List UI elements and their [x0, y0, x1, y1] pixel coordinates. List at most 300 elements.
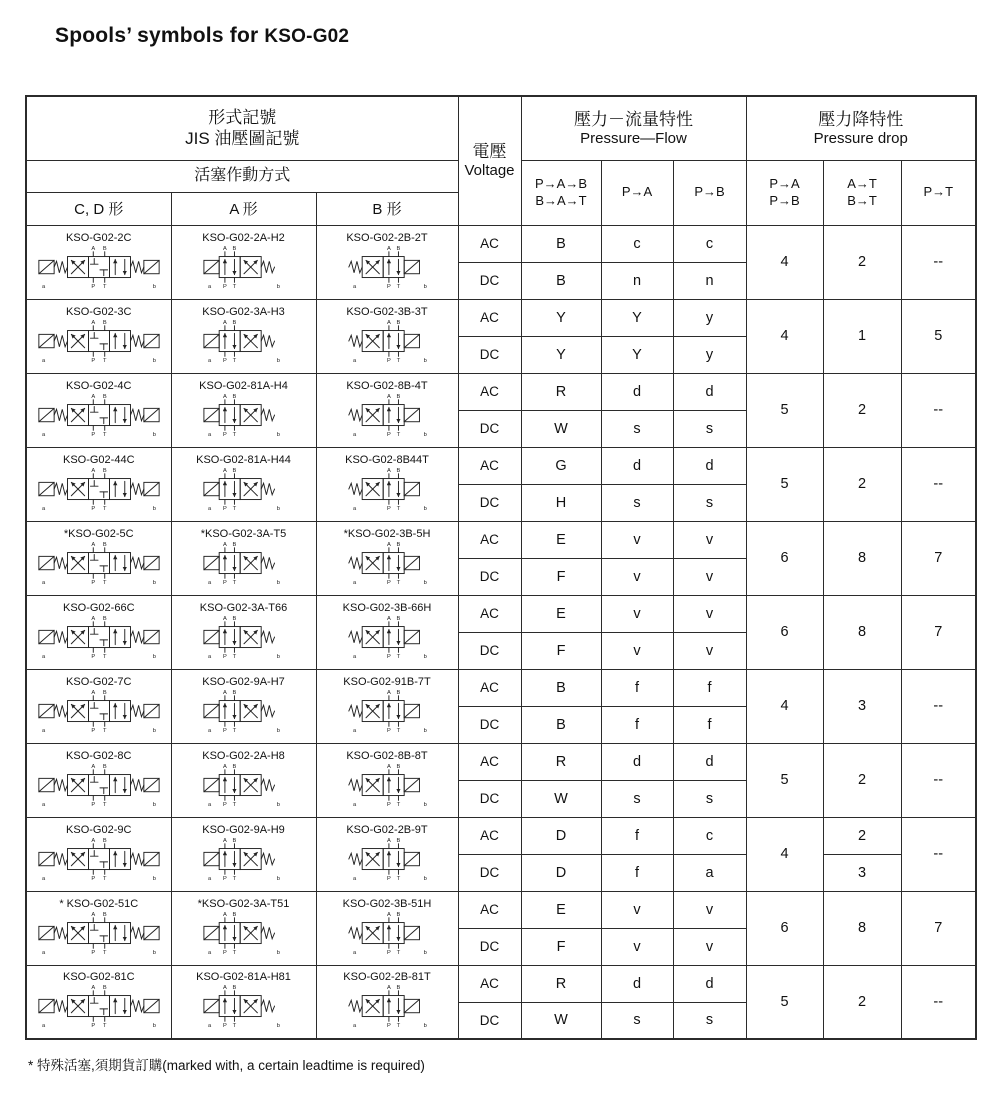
flow-pab-dc-cell: W [521, 1002, 601, 1039]
svg-text:A: A [91, 763, 95, 770]
flow-pab-dc-cell: F [521, 558, 601, 595]
svg-text:P: P [386, 505, 391, 512]
drop-papb-cell: 4 [746, 669, 823, 743]
voltage-ac-cell: AC [458, 965, 521, 1002]
symbols-section-header [26, 96, 458, 160]
svg-text:T: T [396, 505, 401, 512]
svg-text:P: P [91, 1023, 95, 1030]
valve-schematic [36, 763, 162, 809]
valve-symbol [317, 763, 458, 814]
svg-text:A: A [91, 689, 95, 696]
svg-text:T: T [102, 727, 107, 734]
row-group-11-ac [26, 965, 976, 1002]
valve-symbol [27, 689, 171, 740]
svg-text:P: P [222, 579, 227, 586]
svg-text:P: P [386, 801, 391, 808]
flow-pa-dc-cell: f [601, 854, 673, 891]
svg-text:a: a [352, 1023, 357, 1030]
voltage-dc-cell: DC [458, 706, 521, 743]
model-label: KSO-G02-3B-66H [342, 601, 432, 614]
voltage-ac-cell: AC [458, 891, 521, 928]
svg-text:P: P [386, 949, 391, 956]
drop-pt-cell: -- [901, 965, 976, 1039]
flow-pa-ac-cell: c [601, 225, 673, 262]
valve-schematic [181, 541, 307, 587]
drop-pt-cell: -- [901, 817, 976, 891]
symbol-cell [316, 743, 458, 817]
flow-pab-dc-cell: W [521, 410, 601, 447]
flow-pab-ac-cell: R [521, 965, 601, 1002]
svg-text:P: P [91, 801, 95, 808]
row-group-4-ac [26, 447, 976, 484]
voltage-dc-cell: DC [458, 484, 521, 521]
valve-symbol [317, 984, 458, 1035]
svg-text:B: B [396, 615, 401, 622]
svg-text:A: A [222, 245, 227, 252]
symbol-cell [316, 669, 458, 743]
svg-text:A: A [222, 319, 227, 326]
svg-text:b: b [152, 1023, 156, 1030]
symbol-cell [26, 669, 171, 743]
svg-text:B: B [102, 837, 107, 844]
model-label: KSO-G02-91B-7T [343, 675, 431, 688]
svg-text:B: B [102, 911, 107, 918]
svg-text:T: T [102, 801, 107, 808]
svg-text:P: P [91, 727, 95, 734]
model-label: KSO-G02-9A-H7 [202, 675, 285, 688]
valve-schematic [324, 467, 450, 513]
svg-text:P: P [222, 801, 227, 808]
svg-text:B: B [102, 763, 107, 770]
valve-schematic [36, 911, 162, 957]
model-label: KSO-G02-2A-H2 [202, 231, 285, 244]
flow-pb-dc-cell: s [673, 780, 746, 817]
svg-text:T: T [232, 357, 236, 364]
flow-pa-dc-cell: Y [601, 336, 673, 373]
valve-schematic [181, 689, 307, 735]
drop-papb-cell: 6 [746, 891, 823, 965]
valve-symbol [27, 245, 171, 296]
page-title-prefix: Spools’ symbols for [55, 24, 259, 47]
svg-text:B: B [232, 319, 236, 326]
symbols-header-line2: JIS 油壓圖記號 [185, 129, 300, 149]
model-label: KSO-G02-3C [66, 305, 132, 318]
svg-text:b: b [276, 357, 280, 364]
valve-schematic [324, 763, 450, 809]
svg-text:b: b [423, 283, 427, 290]
voltage-ac-cell: AC [458, 299, 521, 336]
pf-col1-header [521, 160, 601, 225]
pd-col2-line2: B→T [847, 192, 877, 208]
flow-pb-ac-cell: c [673, 225, 746, 262]
drop-papb-cell: 6 [746, 521, 823, 595]
valve-schematic [181, 911, 307, 957]
svg-text:P: P [222, 431, 227, 438]
voltage-dc-cell: DC [458, 854, 521, 891]
model-label: KSO-G02-9C [66, 823, 132, 836]
symbol-cell [171, 373, 316, 447]
voltage-column-header [458, 96, 521, 225]
valve-schematic [181, 837, 307, 883]
valve-schematic [181, 245, 307, 291]
row-group-5-ac [26, 521, 976, 558]
svg-text:B: B [102, 689, 107, 696]
svg-text:b: b [276, 1023, 280, 1030]
valve-symbol [172, 763, 316, 814]
svg-text:T: T [396, 1023, 401, 1030]
svg-text:a: a [41, 357, 45, 364]
svg-text:P: P [91, 357, 95, 364]
svg-text:T: T [396, 801, 401, 808]
svg-text:A: A [386, 837, 391, 844]
model-label: KSO-G02-9A-H9 [202, 823, 285, 836]
valve-schematic [181, 615, 307, 661]
drop-atbt-cell: 8 [823, 595, 901, 669]
valve-symbol [27, 837, 171, 888]
flow-pab-ac-cell: Y [521, 299, 601, 336]
svg-text:b: b [423, 875, 427, 882]
model-label: *KSO-G02-3A-T5 [200, 527, 287, 540]
flow-pab-ac-cell: E [521, 521, 601, 558]
svg-text:a: a [207, 431, 211, 438]
svg-text:a: a [352, 283, 357, 290]
svg-text:A: A [386, 763, 391, 770]
flow-pa-ac-cell: f [601, 669, 673, 706]
svg-text:A: A [386, 245, 391, 252]
flow-pab-dc-cell: F [521, 632, 601, 669]
svg-text:T: T [396, 875, 401, 882]
valve-symbol [27, 467, 171, 518]
svg-text:a: a [41, 505, 45, 512]
page-title [55, 24, 349, 48]
svg-text:a: a [41, 875, 45, 882]
model-label: *KSO-G02-5C [63, 527, 134, 540]
valve-symbol [172, 984, 316, 1035]
model-label: KSO-G02-2B-2T [346, 231, 428, 244]
voltage-dc-cell: DC [458, 262, 521, 299]
pressure-flow-header-en: Pressure—Flow [580, 129, 687, 147]
valve-schematic [324, 689, 450, 735]
valve-schematic [324, 245, 450, 291]
svg-text:P: P [91, 283, 95, 290]
svg-text:A: A [386, 319, 391, 326]
valve-symbol [27, 319, 171, 370]
operation-mode-label: 活塞作動方式 [194, 167, 291, 184]
drop-pt-cell: -- [901, 447, 976, 521]
model-label: KSO-G02-4C [66, 379, 132, 392]
svg-text:b: b [423, 1023, 427, 1030]
valve-schematic [36, 984, 162, 1030]
drop-pt-cell: 7 [901, 595, 976, 669]
drop-atbt-cell: 1 [823, 299, 901, 373]
model-label: KSO-G02-44C [62, 453, 135, 466]
svg-text:a: a [207, 579, 211, 586]
pressure-drop-header-cn: 壓力降特性 [818, 109, 904, 129]
svg-text:T: T [102, 505, 107, 512]
flow-pab-ac-cell: B [521, 225, 601, 262]
flow-pb-dc-cell: s [673, 1002, 746, 1039]
svg-text:P: P [222, 283, 227, 290]
svg-text:B: B [232, 911, 236, 918]
valve-symbol [172, 467, 316, 518]
valve-schematic [36, 319, 162, 365]
pressure-drop-header-en: Pressure drop [813, 129, 908, 147]
svg-text:A: A [386, 541, 391, 548]
svg-text:T: T [232, 801, 236, 808]
model-label: KSO-G02-81A-H81 [196, 971, 291, 984]
valve-schematic [36, 245, 162, 291]
svg-text:B: B [396, 245, 401, 252]
flow-pab-dc-cell: B [521, 706, 601, 743]
symbols-header-line1: 形式記號 [208, 108, 277, 127]
drop-atbt-cell: 2 [823, 373, 901, 447]
symbol-cell [26, 817, 171, 891]
valve-symbol [172, 615, 316, 666]
valve-schematic [36, 615, 162, 661]
valve-symbol [172, 837, 316, 888]
drop-atbt-dc-cell: 3 [823, 854, 901, 891]
flow-pab-ac-cell: G [521, 447, 601, 484]
symbol-cell [316, 373, 458, 447]
valve-symbol [317, 541, 458, 592]
model-label: KSO-G02-66C [62, 601, 135, 614]
svg-text:B: B [232, 837, 236, 844]
svg-text:A: A [91, 615, 95, 622]
svg-text:a: a [352, 579, 357, 586]
svg-text:P: P [91, 579, 95, 586]
svg-text:a: a [352, 801, 357, 808]
svg-text:T: T [102, 431, 107, 438]
svg-text:T: T [102, 1023, 107, 1030]
flow-pab-ac-cell: D [521, 817, 601, 854]
drop-pt-cell: -- [901, 669, 976, 743]
pd-col3-header: P→T [901, 160, 976, 225]
flow-pa-dc-cell: s [601, 484, 673, 521]
symbol-cell [316, 225, 458, 299]
model-label: KSO-G02-2B-9T [346, 823, 428, 836]
drop-atbt-cell: 3 [823, 669, 901, 743]
svg-text:a: a [207, 801, 211, 808]
svg-text:a: a [41, 283, 45, 290]
flow-pa-ac-cell: d [601, 373, 673, 410]
model-label: * KSO-G02-51C [59, 897, 139, 910]
svg-text:a: a [352, 431, 357, 438]
svg-text:A: A [386, 689, 391, 696]
pressure-drop-section-header [746, 96, 976, 160]
model-label: KSO-G02-3B-3T [346, 305, 428, 318]
voltage-ac-cell: AC [458, 521, 521, 558]
svg-text:B: B [102, 615, 107, 622]
valve-schematic [36, 393, 162, 439]
svg-text:T: T [396, 653, 401, 660]
svg-text:P: P [91, 505, 95, 512]
flow-pab-ac-cell: R [521, 743, 601, 780]
svg-text:b: b [152, 801, 156, 808]
flow-pab-ac-cell: R [521, 373, 601, 410]
svg-text:b: b [276, 875, 280, 882]
valve-schematic [324, 393, 450, 439]
pd-col1-header [746, 160, 823, 225]
svg-text:b: b [276, 579, 280, 586]
svg-text:a: a [352, 875, 357, 882]
svg-text:B: B [232, 467, 236, 474]
row-group-10-ac [26, 891, 976, 928]
svg-text:T: T [396, 431, 401, 438]
valve-symbol [172, 689, 316, 740]
valve-symbol [317, 467, 458, 518]
svg-text:T: T [232, 505, 236, 512]
flow-pa-ac-cell: Y [601, 299, 673, 336]
svg-text:T: T [232, 653, 236, 660]
svg-text:T: T [102, 283, 107, 290]
symbol-cell [316, 595, 458, 669]
symbol-cell [171, 521, 316, 595]
svg-text:T: T [232, 875, 236, 882]
svg-text:P: P [222, 505, 227, 512]
drop-pt-cell: -- [901, 225, 976, 299]
valve-schematic [181, 319, 307, 365]
flow-pa-dc-cell: s [601, 1002, 673, 1039]
valve-schematic [324, 615, 450, 661]
valve-symbol [172, 541, 316, 592]
symbol-cell [171, 595, 316, 669]
model-label: KSO-G02-2C [66, 231, 132, 244]
svg-text:P: P [222, 949, 227, 956]
flow-pa-dc-cell: s [601, 410, 673, 447]
svg-text:B: B [232, 763, 236, 770]
pressure-flow-section-header [521, 96, 746, 160]
svg-text:b: b [152, 505, 156, 512]
valve-symbol [317, 393, 458, 444]
svg-text:b: b [423, 579, 427, 586]
svg-text:P: P [222, 727, 227, 734]
svg-text:b: b [423, 357, 427, 364]
svg-text:b: b [152, 431, 156, 438]
svg-text:B: B [102, 541, 107, 548]
svg-text:A: A [91, 467, 95, 474]
flow-pa-dc-cell: v [601, 632, 673, 669]
row-group-9-ac [26, 817, 976, 854]
svg-text:T: T [102, 653, 107, 660]
svg-text:T: T [232, 949, 236, 956]
svg-text:P: P [386, 357, 391, 364]
svg-text:P: P [386, 1023, 391, 1030]
valve-symbol [172, 245, 316, 296]
svg-text:B: B [396, 467, 401, 474]
valve-symbol [317, 319, 458, 370]
svg-text:a: a [41, 431, 45, 438]
model-label: *KSO-G02-3B-5H [343, 527, 431, 540]
drop-atbt-ac-cell: 2 [823, 817, 901, 854]
voltage-ac-cell: AC [458, 225, 521, 262]
symbol-cell [171, 817, 316, 891]
flow-pa-dc-cell: f [601, 706, 673, 743]
svg-text:a: a [207, 949, 211, 956]
valve-schematic [36, 467, 162, 513]
svg-text:B: B [396, 763, 401, 770]
svg-text:b: b [276, 727, 280, 734]
drop-papb-cell: 5 [746, 743, 823, 817]
svg-text:P: P [91, 653, 95, 660]
valve-symbol [172, 319, 316, 370]
valve-symbol [317, 689, 458, 740]
valve-schematic [181, 984, 307, 1030]
symbol-cell [171, 965, 316, 1039]
valve-schematic [324, 541, 450, 587]
flow-pab-ac-cell: E [521, 891, 601, 928]
svg-text:T: T [232, 283, 236, 290]
svg-text:P: P [91, 949, 95, 956]
valve-symbol [172, 393, 316, 444]
valve-symbol [27, 911, 171, 962]
svg-text:a: a [207, 357, 211, 364]
symbol-cell [26, 373, 171, 447]
svg-text:P: P [386, 727, 391, 734]
valve-symbol [317, 615, 458, 666]
svg-text:B: B [232, 689, 236, 696]
drop-pt-cell: 7 [901, 891, 976, 965]
model-label: *KSO-G02-3A-T51 [197, 897, 290, 910]
svg-text:B: B [232, 393, 236, 400]
voltage-ac-cell: AC [458, 669, 521, 706]
svg-text:A: A [222, 985, 227, 992]
pf-col1-line1: P→A→B [534, 176, 587, 192]
svg-text:T: T [232, 579, 236, 586]
voltage-ac-cell: AC [458, 595, 521, 632]
svg-text:A: A [222, 393, 227, 400]
svg-text:A: A [222, 467, 227, 474]
symbol-cell [26, 521, 171, 595]
voltage-dc-cell: DC [458, 632, 521, 669]
voltage-dc-cell: DC [458, 410, 521, 447]
voltage-header-cn: 電壓 [472, 142, 507, 162]
form-a-header: A 形 [171, 192, 316, 225]
symbol-cell [171, 225, 316, 299]
model-label: KSO-G02-8B-4T [346, 379, 428, 392]
svg-text:b: b [276, 283, 280, 290]
svg-text:P: P [91, 431, 95, 438]
table-header [26, 96, 976, 225]
drop-papb-cell: 4 [746, 299, 823, 373]
row-group-2-ac [26, 299, 976, 336]
flow-pb-ac-cell: d [673, 447, 746, 484]
drop-papb-cell: 5 [746, 447, 823, 521]
svg-text:A: A [386, 467, 391, 474]
svg-text:A: A [222, 689, 227, 696]
pf-col1-line2: B→A→T [535, 192, 587, 208]
svg-text:B: B [232, 245, 236, 252]
voltage-header-en: Voltage [464, 162, 515, 180]
svg-text:a: a [41, 801, 45, 808]
symbol-cell [26, 743, 171, 817]
svg-text:b: b [152, 579, 156, 586]
form-b-header: B 形 [316, 192, 458, 225]
svg-text:B: B [396, 689, 401, 696]
symbol-cell [171, 743, 316, 817]
svg-text:P: P [386, 579, 391, 586]
symbol-cell [171, 299, 316, 373]
flow-pb-ac-cell: v [673, 891, 746, 928]
svg-text:B: B [396, 837, 401, 844]
operation-mode-header [26, 160, 458, 192]
svg-text:A: A [386, 615, 391, 622]
voltage-dc-cell: DC [458, 558, 521, 595]
symbol-cell [171, 669, 316, 743]
flow-pab-dc-cell: B [521, 262, 601, 299]
svg-text:a: a [41, 727, 45, 734]
svg-text:T: T [396, 579, 401, 586]
flow-pb-dc-cell: v [673, 928, 746, 965]
